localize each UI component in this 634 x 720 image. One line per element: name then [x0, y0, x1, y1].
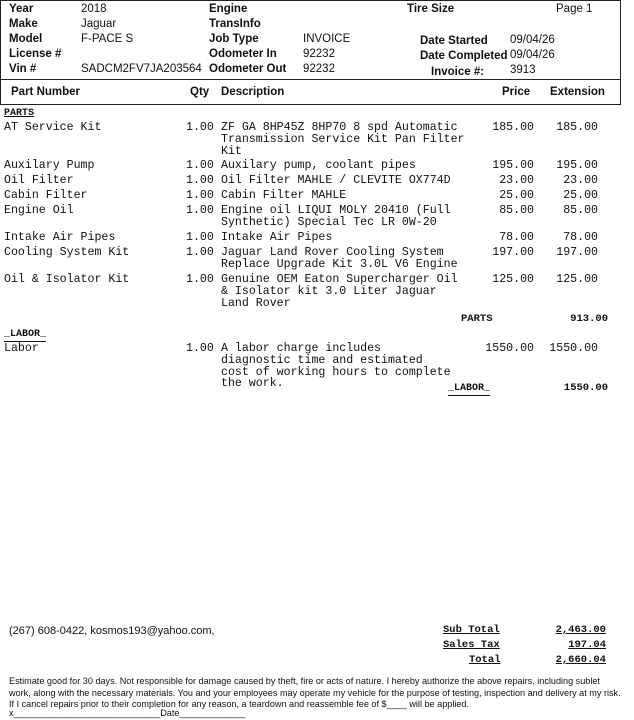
qty-cell: 1.00	[186, 342, 214, 355]
tire-size-label: Tire Size	[407, 3, 455, 15]
part-name: Engine Oil	[4, 204, 74, 217]
price-cell: 185.00	[492, 121, 534, 134]
extension-cell: 125.00	[556, 273, 598, 286]
transinfo-label: TransInfo	[209, 18, 261, 30]
extension-cell: 78.00	[563, 231, 598, 244]
qty-cell: 1.00	[186, 174, 214, 187]
description-cell: ZF GA 8HP45Z 8HP70 8 spd Automatic Transmission Service Kit Pan Filter Kit	[221, 121, 465, 158]
date-completed-value: 09/04/26	[510, 49, 555, 61]
price-cell: 23.00	[499, 174, 534, 187]
part-name: AT Service Kit	[4, 121, 102, 134]
year-value: 2018	[81, 3, 107, 15]
date-completed-label: Date Completed	[420, 50, 508, 62]
qty-cell: 1.00	[186, 159, 214, 172]
price-cell: 197.00	[492, 246, 534, 259]
labor-heading: _LABOR_	[4, 329, 47, 340]
extension-cell: 197.00	[556, 246, 598, 259]
jobtype-label: Job Type	[209, 33, 259, 45]
parts-heading: PARTS	[4, 108, 35, 119]
parts-total-label: PARTS	[461, 313, 493, 325]
total-value: 2,660.04	[555, 654, 606, 666]
model-value: F-PACE S	[81, 33, 134, 45]
part-name: Cabin Filter	[4, 189, 88, 202]
extension-cell: 23.00	[563, 174, 598, 187]
description-cell: Engine oil LIQUI MOLY 20410 (Full Synthetic) Special Tec LR 0W-20	[221, 204, 451, 229]
jobtype-value: INVOICE	[303, 33, 351, 45]
col-qty: Qty	[190, 86, 210, 98]
description-cell: Jaguar Land Rover Cooling System Replace Upgrade Kit 3.0L V6 Engine	[221, 246, 458, 271]
extension-cell: 85.00	[563, 204, 598, 217]
extension-cell: 1550.00	[549, 342, 598, 355]
description-cell: Intake Air Pipes	[221, 231, 333, 244]
odometer-in-value: 92232	[303, 48, 335, 60]
price-cell: 25.00	[499, 189, 534, 202]
description-cell: Genuine OEM Eaton Supercharger Oil & Isolator kit 3.0 Liter Jaguar Land Rover	[221, 273, 458, 310]
page-number: Page 1	[556, 3, 593, 15]
extension-cell: 25.00	[563, 189, 598, 202]
col-part-number: Part Number	[11, 86, 81, 98]
description-cell: Cabin Filter MAHLE	[221, 189, 347, 202]
parts-total-value: 913.00	[570, 313, 608, 325]
description-cell: Oil Filter MAHLE / CLEVITE OX774D	[221, 174, 451, 187]
odometer-out-value: 92232	[303, 63, 335, 75]
sales-tax-label: Sales Tax	[443, 639, 500, 651]
labor-total-value: 1550.00	[563, 382, 608, 394]
part-name: Oil & Isolator Kit	[4, 273, 130, 286]
col-description: Description	[221, 86, 285, 98]
part-name: Oil Filter	[4, 174, 74, 187]
description-cell: Auxilary pump, coolant pipes	[221, 159, 416, 172]
date-started-value: 09/04/26	[510, 34, 555, 46]
subtotal-value: 2,463.00	[555, 624, 606, 636]
qty-cell: 1.00	[186, 189, 214, 202]
odometer-in-label: Odometer In	[209, 48, 277, 60]
total-label: Total	[469, 654, 501, 666]
price-cell: 125.00	[492, 273, 534, 286]
part-name: Labor	[4, 342, 39, 355]
qty-cell: 1.00	[186, 121, 214, 134]
qty-cell: 1.00	[186, 204, 214, 217]
subtotal-label: Sub Total	[443, 624, 500, 636]
description-cell: A labor charge includes diagnostic time and estimated cost of working hours to complete the work.	[221, 342, 451, 391]
disclaimer-text: Estimate good for 30 days. Not responsible for damage caused by theft, fire or acts of nature. I hereby authorize the above repairs, including sublet work, along with the necessary materials. You and your employees may operate my vehicle for the purpose of testing, inspection and delivery at my risk. If I cancel repairs prior to their completion for any reason, a teardown and reassemble fee of $____ will be applied.	[9, 676, 621, 709]
qty-cell: 1.00	[186, 273, 214, 286]
labor-total-label: _LABOR_	[448, 383, 491, 394]
date-started-label: Date Started	[420, 35, 488, 47]
part-name: Auxilary Pump	[4, 159, 95, 172]
price-cell: 1550.00	[485, 342, 534, 355]
vin-value: SADCM2FV7JA203564	[81, 63, 202, 75]
qty-cell: 1.00	[186, 231, 214, 244]
make-label: Make	[9, 18, 38, 30]
odometer-out-label: Odometer Out	[209, 63, 287, 75]
qty-cell: 1.00	[186, 246, 214, 259]
invoice-number-value: 3913	[510, 64, 536, 76]
engine-label: Engine	[209, 3, 248, 15]
part-name: Cooling System Kit	[4, 246, 130, 259]
price-cell: 85.00	[499, 204, 534, 217]
extension-cell: 185.00	[556, 121, 598, 134]
extension-cell: 195.00	[556, 159, 598, 172]
model-label: Model	[9, 33, 43, 45]
price-cell: 78.00	[499, 231, 534, 244]
invoice-number-label: Invoice #:	[431, 66, 485, 78]
col-extension: Extension	[550, 86, 605, 98]
col-price: Price	[502, 86, 531, 98]
contact-info: (267) 608-0422, kosmos193@yahoo.com,	[9, 625, 215, 637]
vin-label: Vin #	[9, 63, 37, 75]
part-name: Intake Air Pipes	[4, 231, 116, 244]
license-label: License #	[9, 48, 62, 60]
make-value: Jaguar	[81, 18, 117, 30]
sales-tax-value: 197.04	[568, 639, 606, 651]
signature-line: x_____________________________Date_____________	[9, 708, 246, 718]
year-label: Year	[9, 3, 34, 15]
price-cell: 195.00	[492, 159, 534, 172]
